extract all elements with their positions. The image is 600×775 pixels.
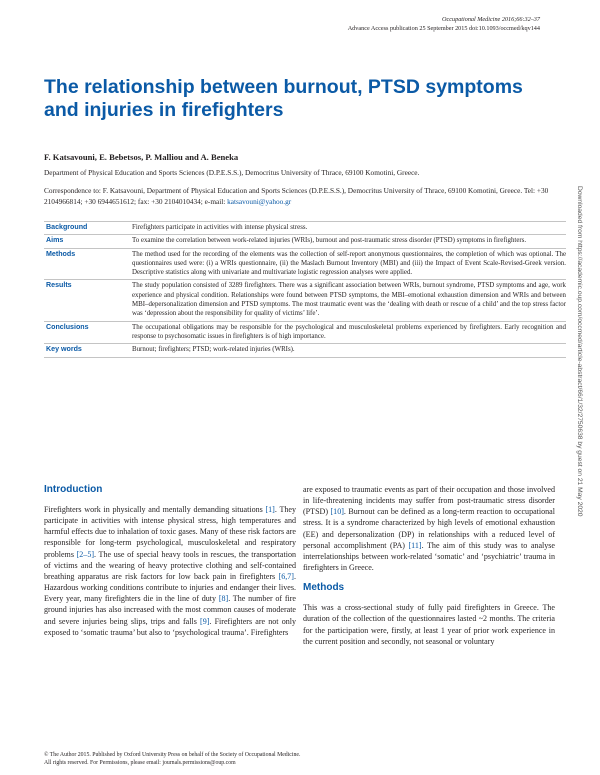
reference-link[interactable]: [6,7]: [278, 571, 294, 581]
journal-citation: Occupational Medicine 2016;66:32–37: [442, 16, 540, 23]
download-sidebar: [578, 186, 588, 606]
copyright-footer: [44, 752, 300, 767]
copyright-line: © The Author 2015. Published by Oxford University Press on behalf of the Society of Occupational Medicine.: [44, 752, 301, 758]
correspondence-text: Correspondence to: F. Katsavouni, Department of Physical Education and Sports Sciences (D.P.E.S.S.), Democritus University of Thrace, 69100 Komotini, Greece. Tel: +30 2104966814; +30 6944651612; fax: +30 2104010434; e-mail:: [44, 186, 549, 206]
abstract-text: Burnout; firefighters; PTSD; work-related injuries (WRIs).: [132, 346, 295, 354]
abstract-row: [44, 344, 566, 357]
reference-link[interactable]: [2–5]: [76, 549, 95, 559]
body-text: . Burnout can be defined as a long-term reaction to occupational stress. It is a syndrome characterized by high levels of emotional exhaustion (EE) and depersonalization (DP) in relationships with a reduced level of personal accomplishment (PA): [303, 507, 555, 550]
abstract-row: [44, 321, 566, 344]
author-list: F. Katsavouni, E. Bebetsos, P. Malliou and A. Beneka: [44, 152, 239, 162]
correspondence: [44, 186, 564, 207]
abstract-label: Conclusions: [46, 322, 89, 331]
abstract-text: The occupational obligations may be responsible for the psychological and musculoskeletal problems experienced by firefighters. Early recognition and response to psychosomatic issues in firefighters is of high importance.: [132, 323, 566, 340]
abstract-text: Firefighters participate in activities with intense physical stress.: [132, 224, 308, 231]
body-text: are exposed to traumatic events as part of their occupation and those involved in life-threatening incidents may suffer from post-traumatic stress disorder (PTSD): [303, 485, 555, 517]
body-text: . Hazardous working conditions contribute to injuries and endanger their lives. Every year, many firefighters die in the line of duty: [44, 571, 296, 604]
abstract-label: Aims: [46, 236, 64, 245]
abstract-row: [44, 248, 566, 280]
methods-heading: Methods: [303, 582, 345, 594]
abstract-row: [44, 222, 566, 235]
body-text: . The aim of this study was to analyse interrelationships between work-related ‘somatic’ and ‘psychiatric’ trauma in firefighters in Greece.: [303, 540, 555, 573]
abstract-row: [44, 280, 566, 321]
right-column: [303, 484, 555, 647]
abstract-label: Background: [46, 223, 88, 231]
body-text: Firefighters work in physically and mentally demanding situations: [44, 505, 266, 514]
abstract-row: [44, 235, 566, 248]
journal-header: [348, 15, 540, 33]
abstract-text: The study population consisted of 3289 firefighters. There was a significant association between WRIs, burnout syndrome, PTSD symptoms and age, work experience and physical condition. Relationships were found between PTSD symptoms, the MBI–emotional exhaustion dimension and WRIs and between MBI–depersonalization dimension and PTSD symptoms. The most traumatic event was the ‘dealing with death or rescue of a child’ and the top stress factor was ‘depression about the responsibility for quality of victims’ life’.: [132, 282, 566, 318]
reference-link[interactable]: [11]: [408, 540, 422, 550]
introduction-heading: Introduction: [44, 484, 103, 495]
article-title: The relationship between burnout, PTSD symptoms and injuries in firefighters: [44, 76, 523, 121]
abstract-text: The method used for the recording of the elements was the collection of self-report anonymous questionnaires, the completion of which was optional. The questionnaires used were: (i) a WRIs questionnaire, (ii) the Maslach Burnout Inventory (MBI) and (iii) the Impact of Event Scale-Revised-Greek version. Descriptive statistics along with univariate and multivariate logistic regression analyses were applied.: [132, 250, 566, 277]
introduction-continued: [303, 484, 555, 573]
methods-paragraph: This was a cross-sectional study of fully paid firefighters in Greece. The duration of the collection of the questionnaires lasted ~2 months. The criteria for the participation were, firstly, at least 1 year of prior work experience in the current position and secondly, not seasonal or voluntary: [303, 603, 555, 646]
download-note: Downloaded from https://academic.oup.com/occmed/article-abstract/66/1/32/2750638 by guest on 21 May 2020: [576, 186, 583, 517]
body-text: . Firefighters are not only exposed to ‘somatic trauma’ but also to ‘psychological trauma’. Firefighters: [44, 616, 297, 637]
body-text: . The use of special heavy tools in rescues, the transportation of victims and the wearing of heavy protective clothing and self-contained breathing apparatus are risk factors for low back pain in firefighters: [44, 549, 297, 581]
introduction-paragraph: [44, 504, 296, 638]
email-link[interactable]: katsavouni@yahoo.gr: [227, 196, 292, 206]
abstract-label: Results: [46, 281, 72, 290]
abstract-text: To examine the correlation between work-related injuries (WRIs), burnout and post-traumatic stress disorder (PTSD) symptoms in firefighters.: [132, 237, 527, 245]
abstract-label: Key words: [46, 345, 82, 354]
affiliation: Department of Physical Education and Sports Sciences (D.P.E.S.S.), Democritus University of Thrace, 69100 Komotini, Greece.: [44, 168, 420, 177]
permissions-line: All rights reserved. For Permissions, please email: journals.permissions@oup.com: [44, 759, 236, 766]
left-column: [44, 484, 296, 638]
reference-link[interactable]: [1]: [265, 505, 275, 514]
doi-line: Advance Access publication 25 September 2015 doi:10.1093/occmed/kqv144: [347, 25, 540, 32]
structured-abstract: [44, 221, 566, 358]
reference-link[interactable]: [8]: [218, 594, 229, 604]
body-text: . The number of fire ground injuries has also increased with the most common causes of moderate and severe injuries being slips, trips and falls: [44, 594, 297, 626]
abstract-label: Methods: [46, 249, 76, 258]
body-text: . They participate in activities with intense physical stress, high temperatures and harmful effects due to inhalation of toxic gases. Many of these risk factors are responsible for long-term psychological, musculoskeletal and respiratory problems: [44, 505, 296, 559]
reference-link[interactable]: [9]: [200, 616, 210, 626]
reference-link[interactable]: [10]: [330, 507, 344, 517]
